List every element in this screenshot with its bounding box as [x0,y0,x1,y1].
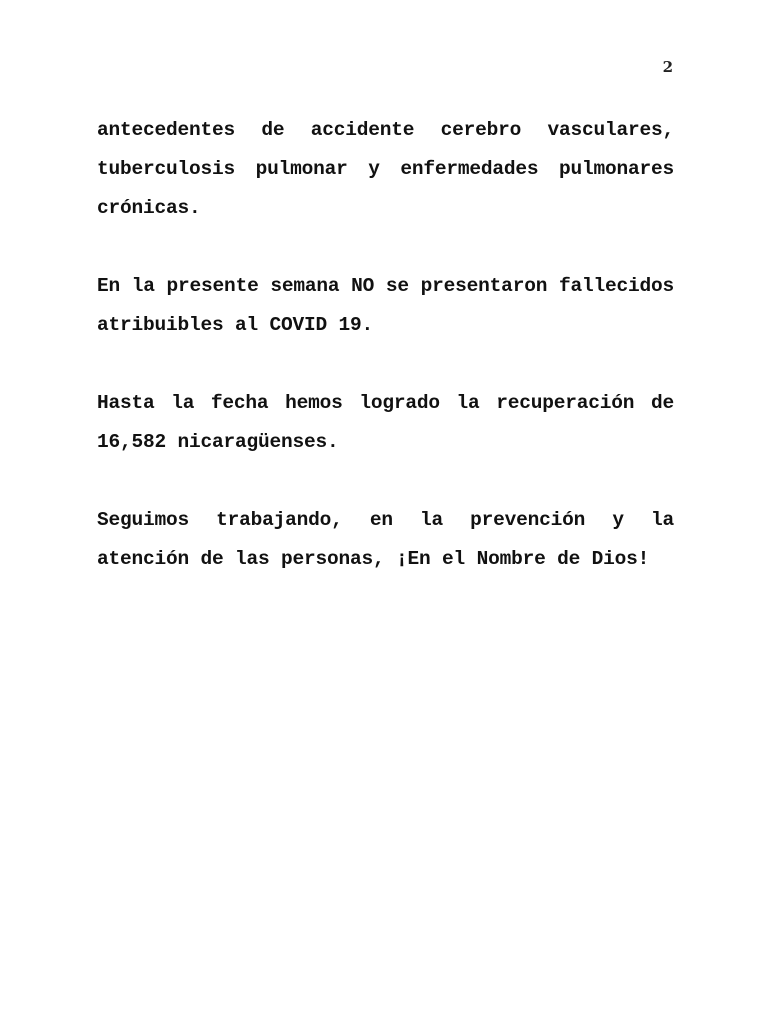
paragraph-comorbidities: antecedentes de accidente cerebro vasculares, tuberculosis pulmonar y enfermedades pulmonares crónicas. [97,119,674,219]
paragraph-closing: Seguimos trabajando, en la prevención y la atención de las personas, ¡En el Nombre de Dios! [97,509,674,570]
paragraph-recoveries: Hasta la fecha hemos logrado la recuperación de 16,582 nicaragüenses. [97,392,674,453]
paragraph-deaths: En la presente semana NO se presentaron fallecidos atribuibles al COVID 19. [97,275,674,336]
page-number: 2 [662,58,673,76]
document-body [97,111,674,579]
